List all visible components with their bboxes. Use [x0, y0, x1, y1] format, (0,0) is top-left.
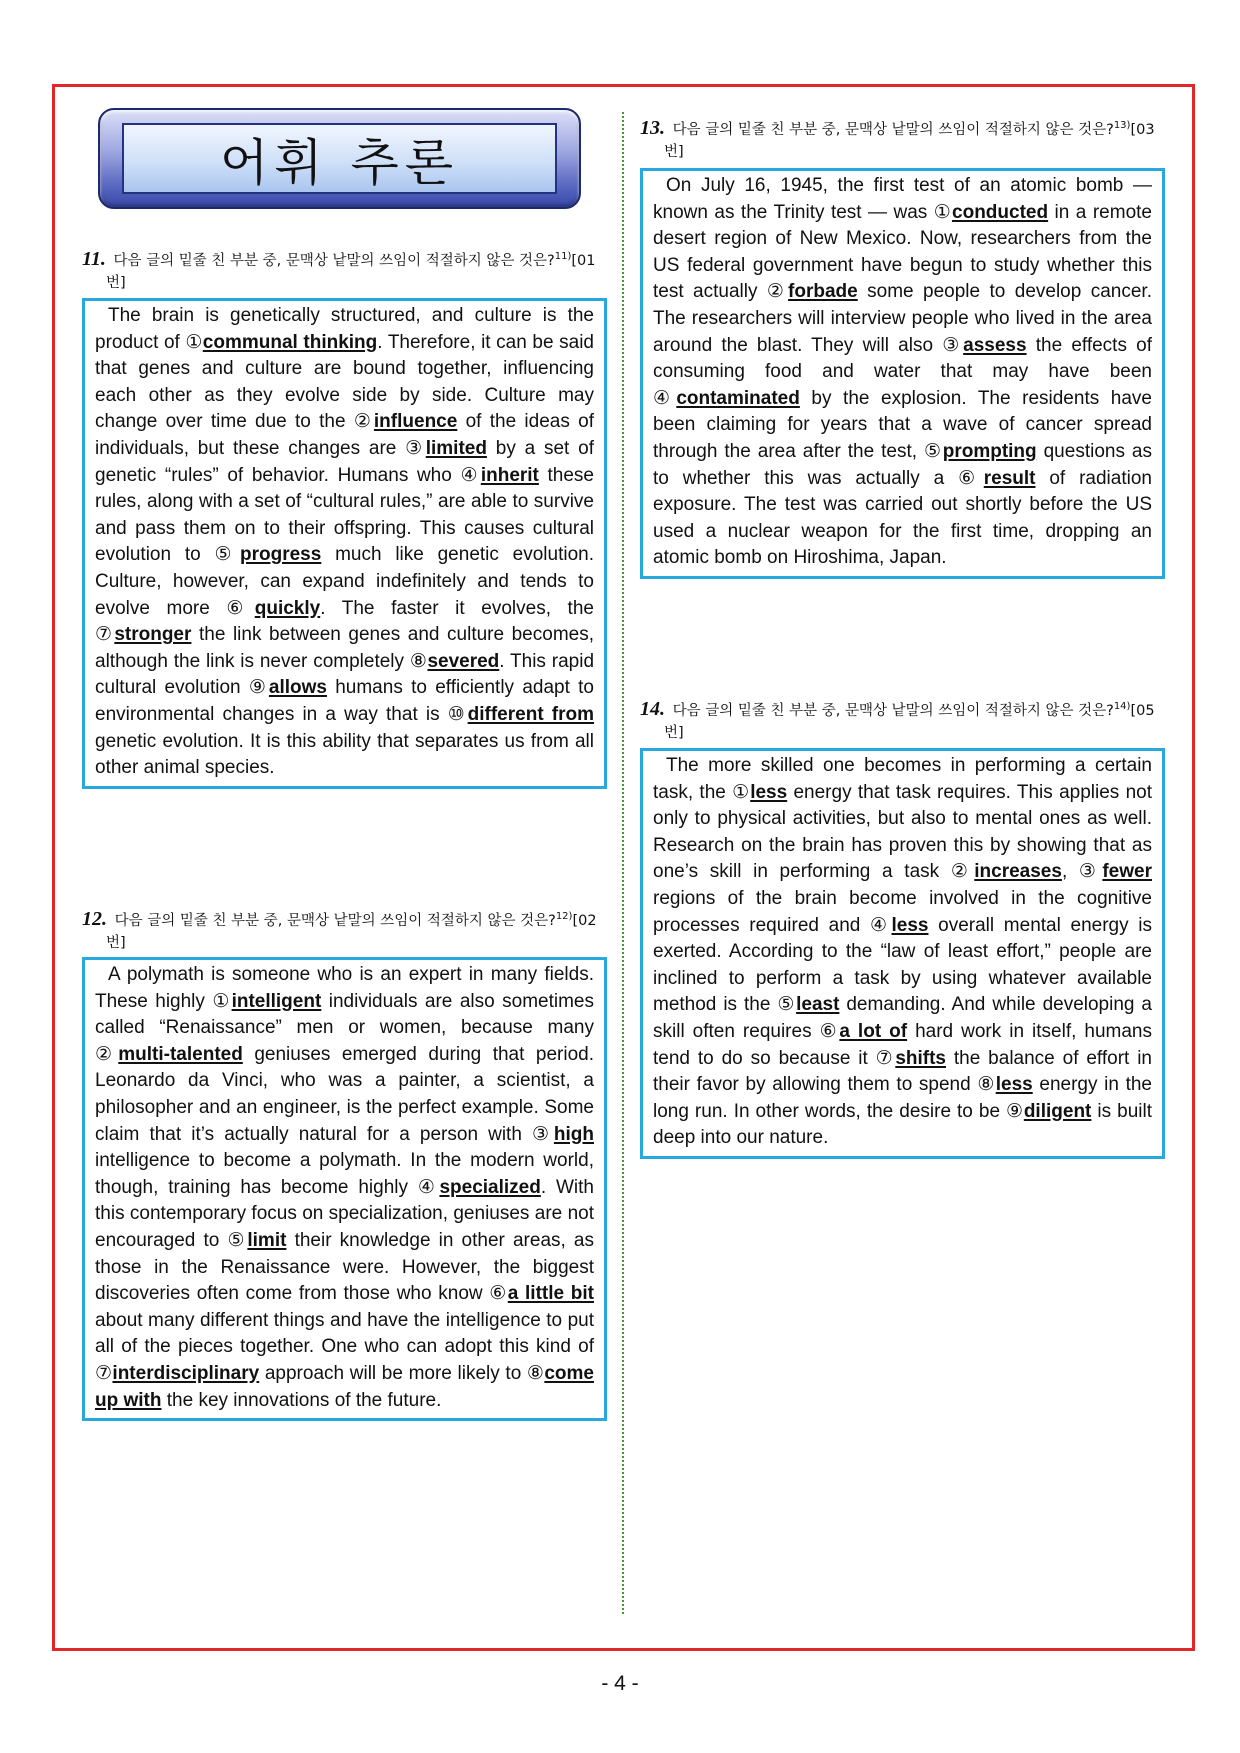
question-code: [03번]	[664, 122, 1155, 160]
underlined-word: contaminated	[676, 387, 800, 409]
question-number: 11.	[82, 248, 106, 270]
underlined-word: a little bit	[507, 1283, 594, 1305]
passage-text: . This rapid cultural evolution	[95, 650, 595, 699]
choice-marker: ⑩	[447, 703, 468, 725]
passage-text: their knowledge in other areas, as those in the Renaissance were. However, the biggest discoveries often come from those who know	[95, 1229, 594, 1305]
underlined-word: inherit	[480, 464, 539, 486]
passage-box-13	[640, 168, 1165, 579]
column-divider	[622, 112, 624, 1614]
choice-marker: ②	[353, 411, 374, 433]
underlined-word: less	[750, 781, 788, 803]
question-number: 12.	[82, 908, 107, 930]
underlined-word: less	[891, 914, 929, 936]
underlined-word: quickly	[254, 597, 321, 619]
passage-text: is built deep into our nature.	[653, 1100, 1152, 1149]
passage-text: in a remote desert region of New Mexico. Now, researchers from the US federal government have begun to study whether this test actually	[653, 201, 1152, 303]
choice-marker: ⑧	[409, 650, 428, 672]
passage-text: by the explosion. The residents have been claiming for years that a wave of cancer spread through the area after the test,	[653, 387, 1152, 462]
choice-marker: ③	[1078, 861, 1103, 883]
passage-text: The brain is genetically structured, and culture is the product of	[95, 305, 594, 353]
footnote-marker: 14)	[1113, 701, 1131, 713]
footnote-marker: 13)	[1113, 120, 1131, 132]
passage-text: these rules, along with a set of “cultural rules,” are able to survive and pass them on to their offspring. This causes cultural evolution to	[95, 464, 594, 566]
passage-text: regions of the brain become involved in the cognitive processes required and	[653, 887, 1152, 936]
choice-marker: ⑧	[977, 1074, 996, 1096]
question-prompt: 다음 글의 밑줄 친 부분 중, 문맥상 낱말의 쓰임이 적절하지 않은 것은?	[672, 122, 1114, 138]
underlined-word: least	[796, 994, 840, 1016]
choice-marker: ①	[933, 201, 953, 223]
passage-text: the effects of consuming food and water that may have been	[653, 334, 1152, 383]
question-number: 14.	[640, 698, 665, 720]
question-header-12	[82, 908, 607, 954]
question-prompt: 다음 글의 밑줄 친 부분 중, 문맥상 낱말의 쓰임이 적절하지 않은 것은?	[114, 913, 556, 929]
question-code: [05번]	[664, 703, 1155, 741]
passage-text: hard work in itself, humans tend to do so because it	[653, 1020, 1152, 1069]
underlined-word: result	[983, 467, 1036, 489]
choice-marker: ①	[732, 781, 751, 803]
underlined-word: shifts	[895, 1047, 946, 1069]
choice-marker: ①	[185, 331, 203, 353]
passage-text: the balance of effort in their favor by allowing them to spend	[653, 1047, 1152, 1096]
footnote-marker: 11)	[554, 251, 572, 263]
passage-text: The more skilled one becomes in performing a certain task, the	[653, 755, 1152, 803]
choice-marker: ⑦	[95, 624, 115, 646]
choice-marker: ⑥	[489, 1283, 508, 1305]
underlined-word: diligent	[1023, 1100, 1092, 1122]
question-prompt: 다음 글의 밑줄 친 부분 중, 문맥상 낱말의 쓰임이 적절하지 않은 것은?	[672, 703, 1114, 719]
underlined-word: less	[995, 1074, 1033, 1096]
underlined-word: assess	[963, 334, 1027, 356]
page-number: - 4 -	[601, 1672, 639, 1695]
underlined-word: increases	[974, 861, 1062, 883]
passage-box-14	[640, 748, 1165, 1159]
choice-marker: ⑤	[924, 440, 943, 462]
question-number: 13.	[640, 117, 665, 139]
underlined-word: intelligent	[231, 990, 322, 1012]
passage-box-12	[82, 957, 607, 1421]
choice-marker: ⑤	[227, 1229, 248, 1251]
title-banner	[98, 108, 581, 209]
footnote-marker: 12)	[555, 911, 573, 923]
choice-marker: ②	[950, 861, 975, 883]
choice-marker: ③	[532, 1123, 554, 1145]
passage-text: . The faster it evolves, the	[320, 597, 594, 619]
choice-marker: ⑦	[875, 1047, 896, 1069]
choice-marker: ③	[942, 334, 964, 356]
underlined-word: forbade	[788, 281, 858, 303]
underlined-word: specialized	[439, 1176, 541, 1198]
underlined-word: influence	[373, 411, 458, 433]
passage-text: On July 16, 1945, the first test of an atomic bomb — known as the Trinity test — was	[653, 175, 1152, 223]
choice-marker: ⑨	[248, 677, 269, 699]
passage-text: A polymath is someone who is an expert in many fields. These highly	[95, 964, 594, 1012]
choice-marker: ⑨	[1006, 1100, 1024, 1122]
underlined-word: limit	[247, 1229, 287, 1251]
question-header-11	[82, 248, 607, 294]
question-header-13	[640, 117, 1165, 163]
choice-marker: ⑥	[958, 467, 984, 489]
underlined-word: stronger	[114, 624, 192, 646]
choice-marker: ④	[870, 914, 892, 936]
underlined-word: multi-talented	[118, 1043, 243, 1065]
question-code: [02번]	[106, 913, 597, 951]
choice-marker: ⑦	[95, 1362, 113, 1384]
choice-marker: ⑥	[226, 597, 255, 619]
underlined-word: limited	[425, 437, 487, 459]
question-code: [01번]	[106, 253, 596, 291]
passage-text: humans to efficiently adapt to environmental changes in a way that is	[95, 677, 594, 725]
passage-text: demanding. And while developing a skill often requires	[653, 994, 1152, 1042]
passage-text: of the ideas of individuals, but these changes are	[95, 411, 594, 459]
passage-text: intelligence to become a polymath. In the modern world, though, training has become highly	[95, 1150, 594, 1198]
question-prompt: 다음 글의 밑줄 친 부분 중, 문맥상 낱말의 쓰임이 적절하지 않은 것은?	[113, 253, 555, 269]
underlined-word: prompting	[942, 440, 1037, 462]
title-panel	[122, 123, 557, 194]
passage-text: of radiation exposure. The test was carried out shortly before the US used a nuclear weapon for the first time, dropping an atomic bomb on Hiroshima, Japan.	[653, 467, 1152, 569]
page-title: 어휘 추론	[219, 133, 460, 192]
choice-marker: ④	[417, 1176, 440, 1198]
passage-text: much like genetic evolution. Culture, however, can expand indefinitely and tends to evolve more	[95, 544, 594, 619]
passage-text: by a set of genetic “rules” of behavior. Humans who	[95, 437, 594, 486]
choice-marker: ⑧	[526, 1362, 545, 1384]
underlined-word: allows	[268, 677, 327, 699]
passage-box-11	[82, 298, 607, 789]
underlined-word: communal thinking	[202, 331, 378, 353]
choice-marker: ①	[212, 990, 232, 1012]
question-header-14	[640, 698, 1165, 744]
passage-text: the link between genes and culture becomes, although the link is never completely	[95, 624, 594, 672]
passage-text: ,	[1061, 861, 1079, 883]
passage-text: the key innovations of the future.	[161, 1389, 442, 1411]
passage-text: energy in the long run. In other words, the desire to be	[653, 1074, 1152, 1122]
passage-text: geniuses emerged during that period. Leonardo da Vinci, who was a painter, a scientist, a philosopher and an engineer, is the perfect example. Some claim that it’s actually natural for a person with	[95, 1043, 594, 1145]
choice-marker: ④	[460, 464, 481, 486]
underlined-word: severed	[427, 650, 500, 672]
underlined-word: come up with	[95, 1362, 594, 1411]
passage-text: . Therefore, it can be said that genes and culture are bound together, influencing each other as they evolve side by side. Culture may change over time due to the	[95, 331, 594, 433]
passage-text: individuals are also sometimes called “Renaissance” men or women, because many	[95, 990, 594, 1039]
underlined-word: fewer	[1102, 861, 1152, 883]
underlined-word: conducted	[952, 201, 1049, 223]
choice-marker: ③	[405, 437, 426, 459]
passage-text: . With this contemporary focus on specialization, geniuses are not encouraged to	[95, 1176, 594, 1251]
passage-text: energy that task requires. This applies not only to physical activities, but also to mental ones as well. Research on the brain has proven this by showing that as one’s skill in performing a task	[653, 781, 1152, 883]
passage-text: approach will be more likely to	[259, 1362, 527, 1384]
choice-marker: ⑤	[214, 544, 240, 566]
underlined-word: different from	[467, 703, 595, 725]
underlined-word: progress	[240, 544, 322, 566]
choice-marker: ④	[653, 387, 677, 409]
choice-marker: ⑥	[819, 1020, 840, 1042]
underlined-word: high	[553, 1123, 594, 1145]
choice-marker: ②	[95, 1043, 119, 1065]
passage-text: questions as to whether this was actually a	[653, 440, 1152, 489]
choice-marker: ⑤	[777, 994, 797, 1016]
passage-text: some people to develop cancer. The researchers will interview people who lived in the area around the blast. They will also	[653, 281, 1152, 356]
passage-text: genetic evolution. It is this ability that separates us from all other animal species.	[95, 730, 594, 779]
underlined-word: interdisciplinary	[112, 1362, 260, 1384]
underlined-word: a lot of	[839, 1020, 908, 1042]
choice-marker: ②	[766, 281, 789, 303]
passage-text: about many different things and have the intelligence to put all of the pieces together. One who can adopt this kind of	[95, 1309, 594, 1358]
passage-text: overall mental energy is exerted. According to the “law of least effort,” people are inclined to perform a task by using whatever available method is the	[653, 914, 1152, 1016]
